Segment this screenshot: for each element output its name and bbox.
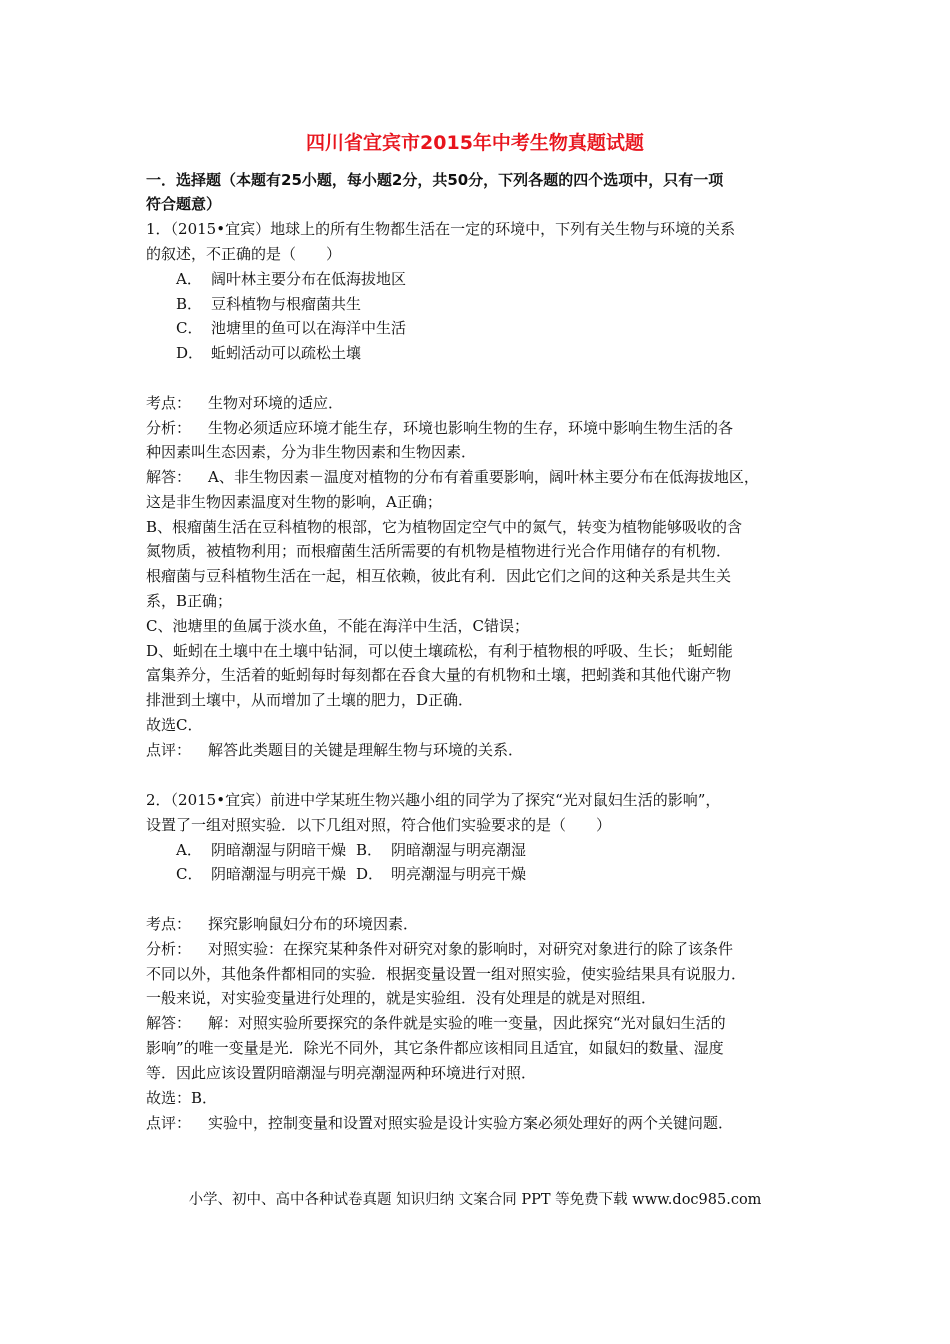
q2-answer: 故选：B． [146, 1089, 218, 1107]
q1-answer: 故选C． [146, 716, 203, 734]
option-text: 阔叶林主要分布在低海拔地区 [211, 270, 407, 288]
q1-fenxi-line-2: 种因素叫生态因素，分为非生物因素和生物因素． [146, 443, 477, 461]
dianping-text: 解答此类题目的关键是理解生物与环境的关系． [208, 741, 524, 759]
q1-stem-line-1: 1．（2015•宜宾）地球上的所有生物都生活在一定的环境中，下列有关生物与环境的关系 [146, 220, 736, 238]
jieda-label: 解答： [146, 468, 192, 486]
q1-fenxi [146, 418, 733, 438]
section-heading-line-2: 符合题意） [146, 195, 222, 213]
document-title: 四川省宜宾市2015年中考生物真题试题 [306, 132, 644, 154]
fenxi-label: 分析： [146, 419, 192, 437]
q2-kaodian [146, 914, 418, 934]
q1-jieda-line: 这是非生物因素温度对生物的影响，A正确； [146, 493, 442, 511]
q1-option-b [176, 294, 361, 314]
option-text: 池塘里的鱼可以在海洋中生活 [211, 319, 407, 337]
q2-options-row-1 [176, 840, 526, 860]
q1-kaodian [146, 393, 343, 413]
q2-dianping [146, 1113, 733, 1133]
q2-stem-line-1: 2．（2015•宜宾）前进中学某班生物兴趣小组的同学为了探究“光对鼠妇生活的影响”， [146, 791, 721, 809]
option-text: 阴暗潮湿与明亮干燥 [211, 865, 347, 883]
option-letter: C． [176, 865, 203, 883]
q2-stem-line-2: 设置了一组对照实验．以下几组对照，符合他们实验要求的是（ ） [146, 816, 612, 834]
option-letter: A． [176, 270, 202, 288]
dianping-label: 点评： [146, 741, 192, 759]
option-letter: D． [176, 344, 204, 362]
q2-jieda-line: 影响”的唯一变量是光．除光不同外，其它条件都应该相同且适宜，如鼠妇的数量、湿度 [146, 1039, 724, 1057]
q1-jieda-line: 氮物质，被植物利用；而根瘤菌生活所需要的有机物是植物进行光合作用储存的有机物． [146, 542, 732, 560]
q2-fenxi-line: 一般来说，对实验变量进行处理的，就是实验组．没有处理是的就是对照组． [146, 989, 657, 1007]
q1-jieda-line: D、蚯蚓在土壤中在土壤中钻洞，可以使土壤疏松，有利于植物根的呼吸、生长； 蚯蚓能 [146, 642, 733, 660]
q2-options-row-2 [176, 864, 526, 884]
option-letter: A． [176, 841, 202, 859]
option-letter: B． [356, 841, 383, 859]
q1-option-a [176, 269, 406, 289]
q1-option-d [176, 343, 361, 363]
q1-jieda [146, 467, 759, 487]
fenxi-text: 生物必须适应环境才能生存，环境也影响生物的生存，环境中影响生物生活的各 [208, 419, 734, 437]
q2-fenxi [146, 939, 733, 959]
q1-jieda-line: C、池塘里的鱼属于淡水鱼，不能在海洋中生活，C错误； [146, 617, 529, 635]
q2-jieda-line: 等．因此应该设置阴暗潮湿与明亮潮湿两种环境进行对照． [146, 1064, 537, 1082]
option-text: 阴暗潮湿与阴暗干燥 [211, 841, 347, 859]
jieda-text: 解：对照实验所要探究的条件就是实验的唯一变量，因此探究“光对鼠妇生活的 [208, 1014, 726, 1032]
page-footer: 小学、初中、高中各种试卷真题 知识归纳 文案合同 PPT 等免费下载 www.doc985.com [188, 1192, 762, 1208]
kaodian-label: 考点： [146, 915, 192, 933]
q1-jieda-line: B、根瘤菌生活在豆科植物的根部，它为植物固定空气中的氮气，转变为植物能够吸收的含 [146, 518, 743, 536]
option-text: 明亮潮湿与明亮干燥 [391, 865, 527, 883]
q1-option-c [176, 318, 406, 338]
section-heading-line-1: 一．选择题（本题有25小题，每小题2分，共50分，下列各题的四个选项中，只有一项 [146, 171, 724, 189]
q1-stem-line-2: 的叙述，不正确的是（ ） [146, 245, 342, 263]
option-letter: C． [176, 319, 203, 337]
option-text: 蚯蚓活动可以疏松土壤 [211, 344, 362, 362]
dianping-text: 实验中，控制变量和设置对照实验是设计实验方案必须处理好的两个关键问题． [208, 1114, 734, 1132]
q1-dianping [146, 740, 523, 760]
q1-jieda-line: 根瘤菌与豆科植物生活在一起，相互依赖，彼此有利．因此它们之间的这种关系是共生关 [146, 567, 732, 585]
q2-jieda [146, 1013, 726, 1033]
kaodian-text: 生物对环境的适应． [208, 394, 344, 412]
q1-jieda-line: 系，B正确； [146, 592, 233, 610]
jieda-text: A、非生物因素－温度对植物的分布有着重要影响，阔叶林主要分布在低海拔地区， [208, 468, 759, 486]
jieda-label: 解答： [146, 1014, 192, 1032]
fenxi-label: 分析： [146, 940, 192, 958]
fenxi-text: 对照实验：在探究某种条件对研究对象的影响时，对研究对象进行的除了该条件 [208, 940, 734, 958]
option-letter: D． [356, 865, 384, 883]
kaodian-text: 探究影响鼠妇分布的环境因素． [208, 915, 419, 933]
option-text: 阴暗潮湿与明亮潮湿 [391, 841, 527, 859]
dianping-label: 点评： [146, 1114, 192, 1132]
q1-jieda-line: 富集养分，生活着的蚯蚓每时每刻都在吞食大量的有机物和土壤，把蚓粪和其他代谢产物 [146, 666, 732, 684]
kaodian-label: 考点： [146, 394, 192, 412]
option-text: 豆科植物与根瘤菌共生 [211, 295, 362, 313]
q1-jieda-line: 排泄到土壤中，从而增加了土壤的肥力，D正确． [146, 691, 474, 709]
option-letter: B． [176, 295, 203, 313]
q2-fenxi-line: 不同以外，其他条件都相同的实验．根据变量设置一组对照实验，使实验结果具有说服力． [146, 965, 747, 983]
